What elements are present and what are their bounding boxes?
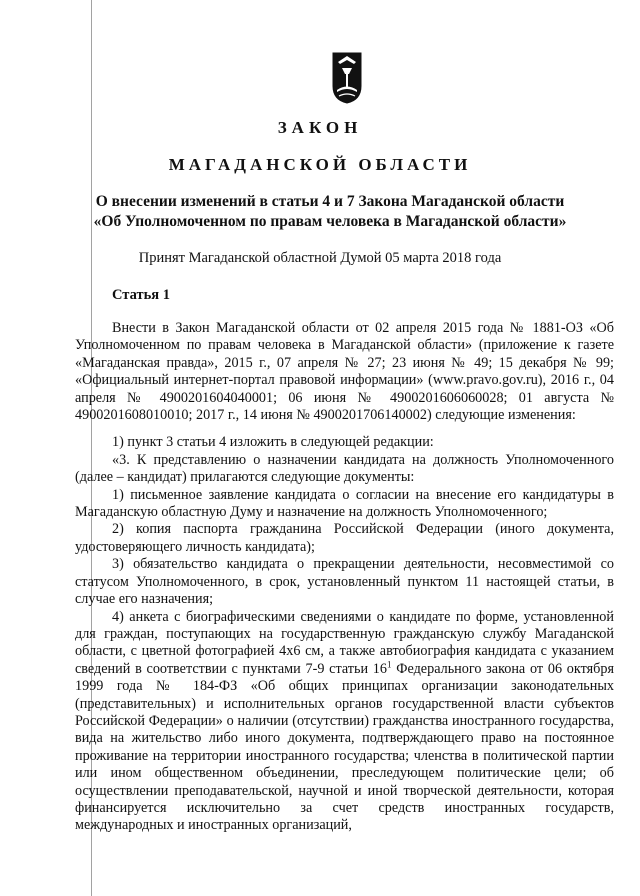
law-subtitle [60,192,600,232]
subtitle-line: О внесении изменений в статьи 4 и 7 Закона Магаданской области [95,193,565,210]
amendment-item: 1) пункт 3 статьи 4 изложить в следующей редакции: [112,434,434,451]
quoted-paragraph: «3. К представлению о назначении кандидата на должность Уполномоченного (далее – кандидат) прилагаются следующие документы: [75,451,614,486]
intro-paragraph: Внести в Закон Магаданской области от 02 апреля 2015 года № 1881-ОЗ «Об Уполномоченном по правам человека в Магаданской области» (приложение к газете «Магаданская правда», 2015 г., 07 апреля № 27; 23 июня № 49; 15 декабря № 99; «Официальный интернет-портал правовой информации» (www.pravo.gov.ru), 2016 г., 04 апреля № 4900201604040001; 06 июня № 4900201606060028; 01 августа № 4900201608010010; 2017 г., 14 июня № 4900201706140002) следующие изменения: [75,320,614,424]
document-body [75,320,614,835]
superscript-marker: 1 [387,658,392,669]
article-heading: Статья 1 [112,287,170,303]
document-type-title: ЗАКОН [277,118,363,137]
adoption-note: Принят Магаданской областной Думой 05 марта 2018 года [138,250,502,266]
list-item: 1) письменное заявление кандидата о согласии на внесение его кандидатуры в Магаданскую областную Думу и назначение на должность Уполномоченного; [75,486,614,521]
list-item-text: Федерального закона от 06 октября 1999 года № 184-ФЗ «Об общих принципах организации законодательных (представительных) и исполнительных органов государственной власти субъектов Российской Федерации» о наличии (отсутствии) гражданства иностранного государства, вида на жительство либо иного документа, подтверждающего право на постоянное проживание на территории иностранного государства; членства в политической партии или ином общественном объединении, преследующем политические цели; об осуществлении преподавательской, научной и иной творческой деятельности, которая финансируется исключительно за счет средств иностранных государств, международных и иностранных организаций, [75,660,614,834]
list-item: 3) обязательство кандидата о прекращении деятельности, несовместимой со статусом Уполномоченного, в срок, установленный пунктом 11 настоящей статьи, в случае его назначения; [75,556,614,608]
coat-of-arms-icon [332,52,362,104]
list-item: 2) копия паспорта гражданина Российской Федерации (иного документа, удостоверяющего личность кандидата); [75,521,614,555]
list-item-text: 4) анкета с биографическими сведениями о кандидате по форме, установленной для граждан, поступающих на государственную гражданскую службу Магаданской области, с цветной фотографией 4х6 см, а также автобиография кандидата с указанием сведений в соответствии с пунктами 7-9 статьи 16 [75,608,614,677]
subtitle-line: «Об Уполномоченном по правам человека в Магаданской области» [93,213,567,230]
region-title: МАГАДАНСКОЙ ОБЛАСТИ [168,155,472,174]
list-item [75,609,614,835]
